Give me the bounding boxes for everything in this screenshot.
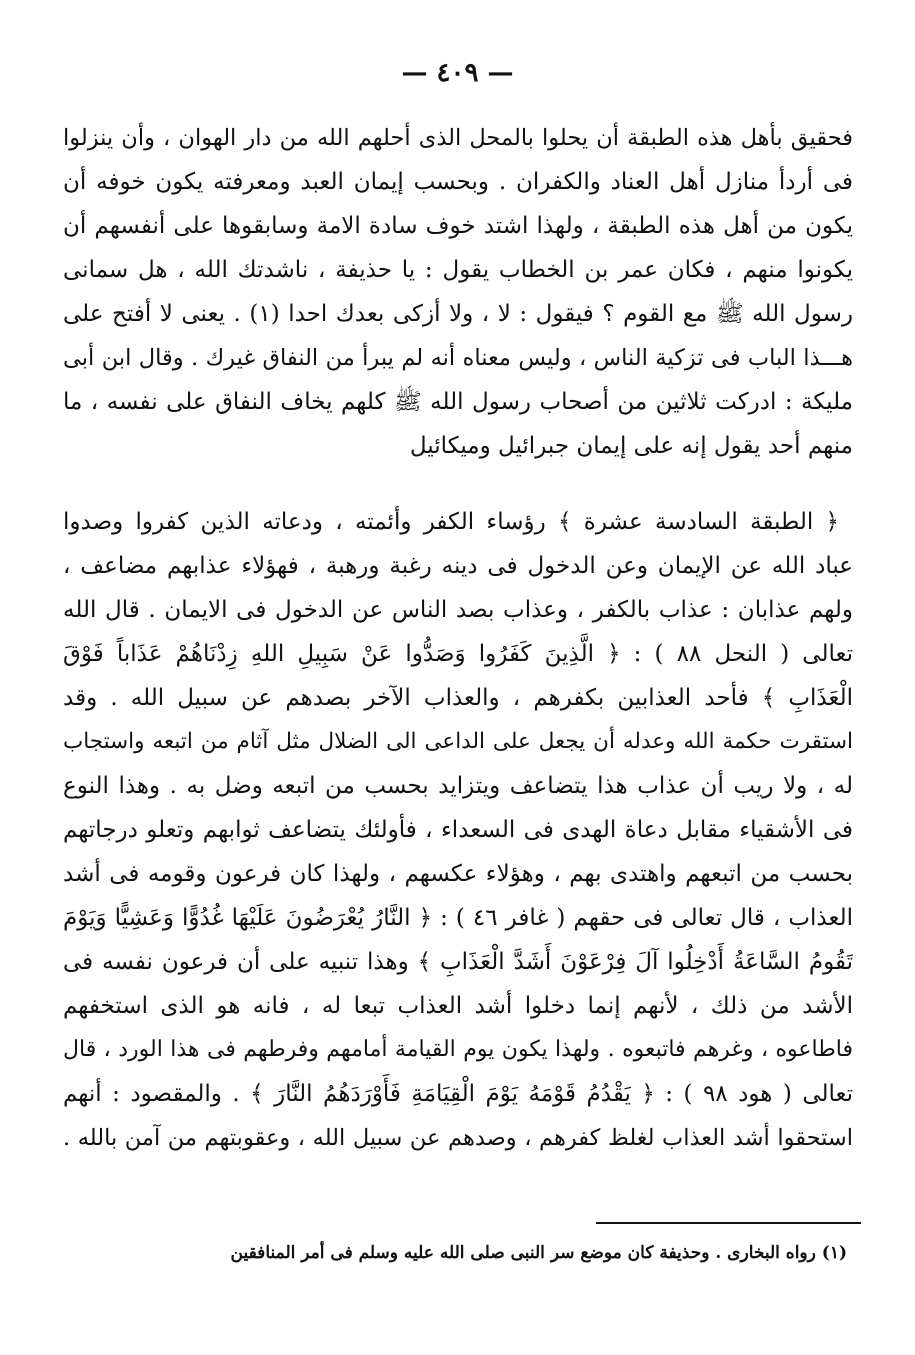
text-line: تعالى ( النحل ٨٨ ) : ﴿ الَّذِينَ كَفَرُوا وَصَدُّوا عَنْ سَبِيلِ اللهِ زِدْنَاهُمْ عَذَاباً فَوْقَ <box>63 641 853 667</box>
text-line: مليكة : ادركت ثلاثين من أصحاب رسول الله ﷺ كلهم يخاف النفاق على نفسه ، ما <box>63 389 853 415</box>
text-line: يكون من أهل هذه الطبقة ، ولهذا اشتد خوف سادة الامة وسابقوها على أنفسهم أن <box>63 213 853 239</box>
text-line: فاطاعوه ، وغرهم فاتبعوه . ولهذا يكون يوم القيامة أمامهم وفرطهم فى هذا الورد ، قال <box>63 1037 853 1062</box>
text-line: فى أردأ منازل أهل العناد والكفران . وبحسب إيمان العبد ومعرفته يكون خوفه أن <box>63 169 853 195</box>
text-line: فحقيق بأهل هذه الطبقة أن يحلوا بالمحل الذى أحلهم الله من دار الهوان ، وأن ينزلوا <box>63 125 853 151</box>
text-line: يكونوا منهم ، فكان عمر بن الخطاب يقول : يا حذيفة ، ناشدتك الله ، هل سمانى <box>63 257 853 283</box>
text-line: استقرت حكمة الله وعدله أن يجعل على الداعى الى الضلال مثل آثام من اتبعه واستجاب <box>63 729 853 754</box>
text-line: عباد الله عن الإيمان وعن الدخول فى دينه رغبة ورهبة ، فهؤلاء عذابهم مضاعف ، <box>63 553 853 579</box>
text-line: الأشد من ذلك ، لأنهم إنما دخلوا أشد العذاب تبعا له ، فانه هو الذى استخفهم <box>63 993 853 1019</box>
text-line: فى الأشقياء مقابل دعاة الهدى فى السعداء ، فأولئك يتضاعف ثوابهم وتعلو درجاتهم <box>63 817 853 843</box>
text-line: ولهم عذابان : عذاب بالكفر ، وعذاب بصد الناس عن الدخول فى الايمان . قال الله <box>63 597 853 623</box>
text-line: هـــذا الباب فى تزكية الناس ، وليس معناه أنه لم يبرأ من النفاق غيرك . وقال ابن أبى <box>63 345 853 371</box>
text-line: له ، ولا ريب أن عذاب هذا يتضاعف ويتزايد بحسب من اتبعه وضل به . وهذا النوع <box>63 773 853 799</box>
page-number: — ٤٠٩ — <box>401 58 514 88</box>
text-line: الْعَذَابِ ﴾ فأحد العذابين بكفرهم ، والعذاب الآخر بصدهم عن سبيل الله . وقد <box>63 685 853 711</box>
text-line: استحقوا أشد العذاب لغلظ كفرهم ، وصدهم عن سبيل الله ، وعقوبتهم من آمن بالله . <box>63 1125 853 1151</box>
footnote-divider <box>596 1222 861 1224</box>
text-line: ﴿ الطبقة السادسة عشرة ﴾ رؤساء الكفر وأئمته ، ودعاته الذين كفروا وصدوا <box>63 509 839 535</box>
footnote: (١) رواه البخارى . وحذيفة كان موضع سر النبى صلى الله عليه وسلم فى أمر المنافقين <box>230 1243 847 1263</box>
text-line: تَقُومُ السَّاعَةُ أَدْخِلُوا آلَ فِرْعَوْنَ أَشَدَّ الْعَذَابِ ﴾ وهذا تنبيه على أن فرعون نفسه فى <box>63 949 853 975</box>
text-line: تعالى ( هود ٩٨ ) : ﴿ يَقْدُمُ قَوْمَهُ يَوْمَ الْقِيَامَةِ فَأَوْرَدَهُمُ النَّارَ ﴾ . والمقصود : أنهم <box>63 1081 853 1107</box>
text-line: العذاب ، قال تعالى فى حقهم ( غافر ٤٦ ) : ﴿ النَّارُ يُعْرَضُونَ عَلَيْهَا غُدُوًّا وَعَشِيًّا وَيَوْمَ <box>63 905 853 931</box>
text-line: بحسب من اتبعهم واهتدى بهم ، وهؤلاء عكسهم ، ولهذا كان فرعون وقومه فى أشد <box>63 861 853 887</box>
text-line: رسول الله ﷺ مع القوم ؟ فيقول : لا ، ولا أزكى بعدك احدا (١) . يعنى لا أفتح على <box>63 301 853 327</box>
text-line: منهم أحد يقول إنه على إيمان جبرائيل وميكائيل <box>409 433 853 459</box>
